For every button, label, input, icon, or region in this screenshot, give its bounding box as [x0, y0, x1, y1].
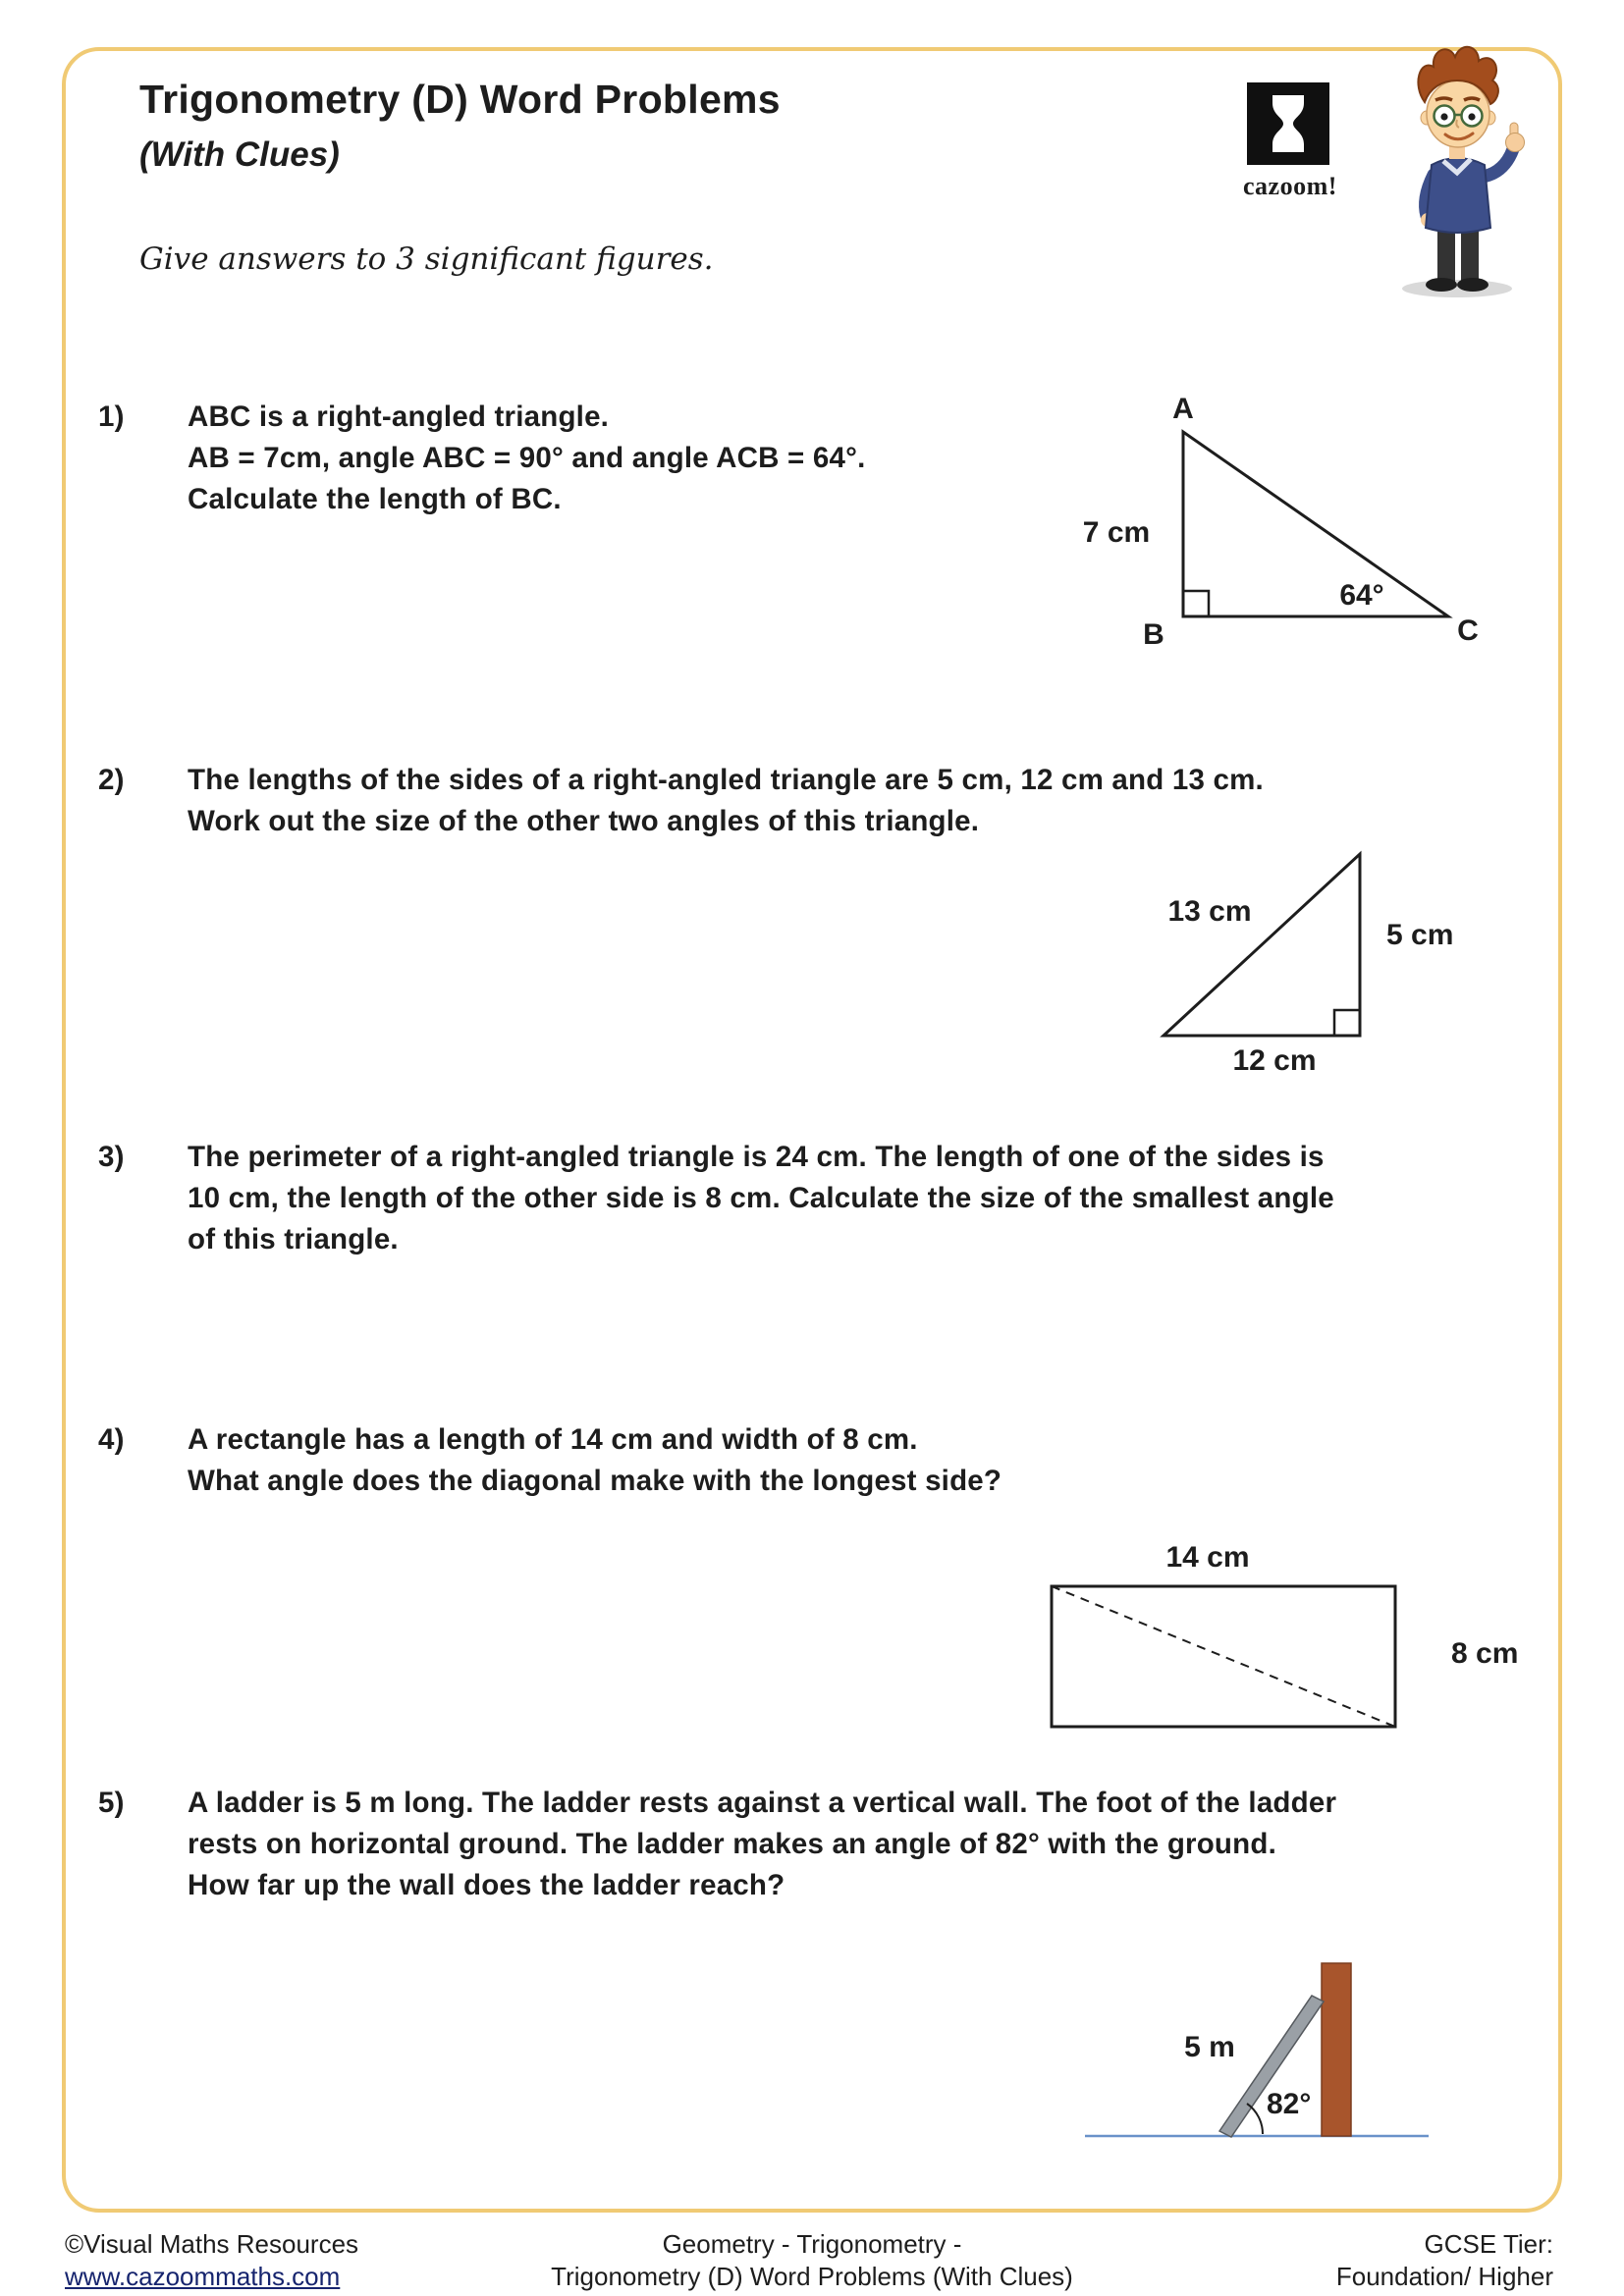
- problem-text-line: AB = 7cm, angle ABC = 90° and angle ACB = 64°.: [188, 442, 866, 474]
- diagram-triangle-abc: [1036, 383, 1497, 667]
- problem-text-line: ABC is a right-angled triangle.: [188, 400, 610, 433]
- problem-number: 1): [98, 400, 125, 433]
- cazoom-logo-icon: [1247, 82, 1329, 165]
- mascot-arm-raised: [1483, 149, 1513, 177]
- footer-tier-block: [1336, 2228, 1553, 2293]
- problem-text-line: Work out the size of the other two angles of this triangle.: [188, 805, 980, 837]
- instruction-text: Give answers to 3 significant figures.: [139, 241, 714, 277]
- problem-text-line: How far up the wall does the ladder reach?: [188, 1869, 785, 1901]
- vertex-a-label: A: [1172, 393, 1194, 425]
- wall: [1322, 1963, 1351, 2136]
- problem-text: [188, 1419, 1001, 1502]
- footer-tier-value: Foundation/ Higher: [1335, 2262, 1553, 2291]
- problem-text: [188, 760, 1264, 842]
- mascot-shadow: [1402, 280, 1512, 297]
- footer-credit: ©Visual Maths Resources: [65, 2229, 359, 2259]
- diagram-triangle-5-12-13: [1119, 832, 1532, 1088]
- problem-text-line: of this triangle.: [188, 1223, 399, 1255]
- problem-number: 3): [98, 1141, 125, 1173]
- problem-number: 5): [98, 1787, 125, 1819]
- mascot-eyebrow: [1435, 98, 1452, 100]
- page-subtitle: (With Clues): [139, 135, 340, 174]
- vertex-c-label: C: [1457, 614, 1479, 647]
- problem-text: [188, 1783, 1336, 1906]
- cazoom-logo: [1243, 82, 1337, 201]
- problem-text: [188, 1137, 1334, 1260]
- mascot-shoe: [1426, 278, 1457, 292]
- base-side-label: 12 cm: [1232, 1044, 1317, 1077]
- length-label: 14 cm: [1165, 1541, 1250, 1574]
- problem-text-line: The lengths of the sides of a right-angled triangle are 5 cm, 12 cm and 13 cm.: [188, 764, 1264, 796]
- problem-text-line: What angle does the diagonal make with the longest side?: [188, 1465, 1002, 1497]
- problem-2: [98, 760, 1264, 842]
- side-length-label: 7 cm: [1082, 516, 1151, 549]
- diagram-ladder: [1060, 1949, 1473, 2150]
- ladder-length-label: 5 m: [1184, 2031, 1235, 2063]
- triangle-outline: [1183, 432, 1448, 616]
- mascot-boy-illustration: [1398, 39, 1543, 302]
- footer-category-line1: Geometry - Trigonometry -: [662, 2229, 962, 2259]
- problem-text-line: The perimeter of a right-angled triangle is 24 cm. The length of one of the sides is: [188, 1141, 1325, 1173]
- problem-text-line: A rectangle has a length of 14 cm and width of 8 cm.: [188, 1423, 918, 1456]
- problem-3: [98, 1137, 1334, 1260]
- problem-number: 2): [98, 764, 125, 796]
- problem-5: [98, 1783, 1336, 1906]
- problem-text-line: 10 cm, the length of the other side is 8 cm. Calculate the size of the smallest angle: [188, 1182, 1334, 1214]
- diagonal-line: [1052, 1586, 1395, 1727]
- mascot-shoe: [1457, 278, 1489, 292]
- problem-text-line: A ladder is 5 m long. The ladder rests against a vertical wall. The foot of the ladder: [188, 1787, 1337, 1819]
- vertex-b-label: B: [1143, 618, 1164, 651]
- footer-website-link[interactable]: www.cazoommaths.com: [65, 2262, 341, 2291]
- mascot-eye: [1440, 113, 1447, 120]
- footer-tier-label: GCSE Tier:: [1424, 2229, 1553, 2259]
- cazoom-logo-text: cazoom!: [1243, 172, 1337, 200]
- vertical-side-label: 5 cm: [1386, 919, 1454, 951]
- angle-label: 64°: [1339, 579, 1384, 612]
- hypotenuse-label: 13 cm: [1167, 895, 1252, 928]
- right-angle-marker: [1183, 591, 1209, 616]
- page-title: Trigonometry (D) Word Problems: [139, 77, 781, 122]
- problem-text: [188, 397, 865, 520]
- problem-4: [98, 1419, 1001, 1502]
- mascot-fist: [1506, 133, 1525, 152]
- mascot-eye: [1468, 113, 1475, 120]
- right-angle-marker: [1334, 1010, 1360, 1036]
- diagram-rectangle: [1021, 1533, 1532, 1749]
- footer-category-line2: Trigonometry (D) Word Problems (With Clues): [551, 2262, 1073, 2291]
- mascot-eyebrow: [1464, 98, 1480, 100]
- problem-text-line: rests on horizontal ground. The ladder makes an angle of 82° with the ground.: [188, 1828, 1276, 1860]
- problem-text-line: Calculate the length of BC.: [188, 483, 562, 515]
- problem-1: [98, 397, 865, 520]
- width-label: 8 cm: [1451, 1637, 1519, 1670]
- triangle-outline: [1164, 854, 1360, 1036]
- ladder-angle-label: 82°: [1267, 2088, 1312, 2120]
- problem-number: 4): [98, 1423, 125, 1456]
